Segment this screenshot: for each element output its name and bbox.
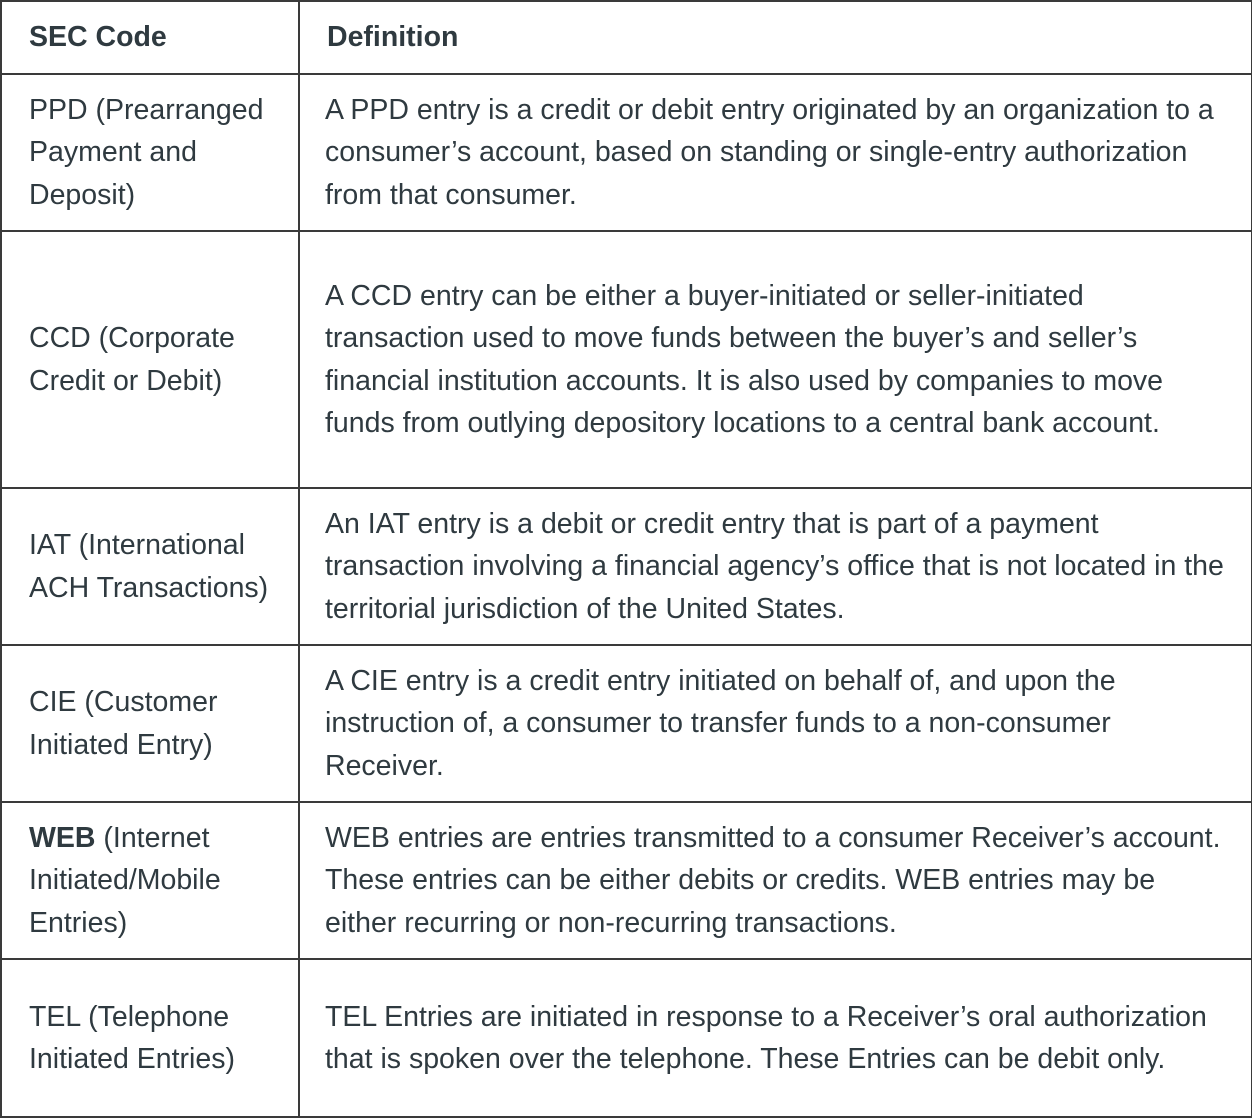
sec-code-description: (Internet Initiated/Mobile Entries) — [29, 821, 221, 939]
table-row — [1, 959, 1252, 1117]
table-row — [1, 74, 1252, 231]
definition-cell: TEL Entries are initiated in response to a Receiver’s oral authorization that is spoken over the telephone. These Entries can be debit only. — [299, 959, 1252, 1117]
sec-code-cell: CCD (Corporate Credit or Debit) — [1, 231, 299, 488]
table-header-row — [1, 1, 1252, 74]
table-row — [1, 802, 1252, 959]
sec-code-cell: IAT (International ACH Transactions) — [1, 488, 299, 645]
sec-code-cell — [1, 802, 299, 959]
definition-cell: A CCD entry can be either a buyer-initiated or seller-initiated transaction used to move funds between the buyer’s and seller’s financial institution accounts. It is also used by companies to move funds from outlying depository locations to a central bank account. — [299, 231, 1252, 488]
table-row — [1, 645, 1252, 802]
sec-code-cell: PPD (Prearranged Payment and Deposit) — [1, 74, 299, 231]
table-row — [1, 231, 1252, 488]
definition-cell: WEB entries are entries transmitted to a consumer Receiver’s account. These entries can be either debits or credits. WEB entries may be either recurring or non-recurring transactions. — [299, 802, 1252, 959]
definition-cell: An IAT entry is a debit or credit entry that is part of a payment transaction involving a financial agency’s office that is not located in the territorial jurisdiction of the United States. — [299, 488, 1252, 645]
definition-cell: A PPD entry is a credit or debit entry originated by an organization to a consumer’s account, based on standing or single-entry authorization from that consumer. — [299, 74, 1252, 231]
table-row — [1, 488, 1252, 645]
definition-cell: A CIE entry is a credit entry initiated on behalf of, and upon the instruction of, a consumer to transfer funds to a non-consumer Receiver. — [299, 645, 1252, 802]
header-sec-code: SEC Code — [1, 1, 299, 74]
sec-code-abbreviation: WEB — [29, 821, 96, 854]
sec-code-cell: CIE (Customer Initiated Entry) — [1, 645, 299, 802]
sec-code-cell: TEL (Telephone Initiated Entries) — [1, 959, 299, 1117]
header-definition: Definition — [299, 1, 1252, 74]
